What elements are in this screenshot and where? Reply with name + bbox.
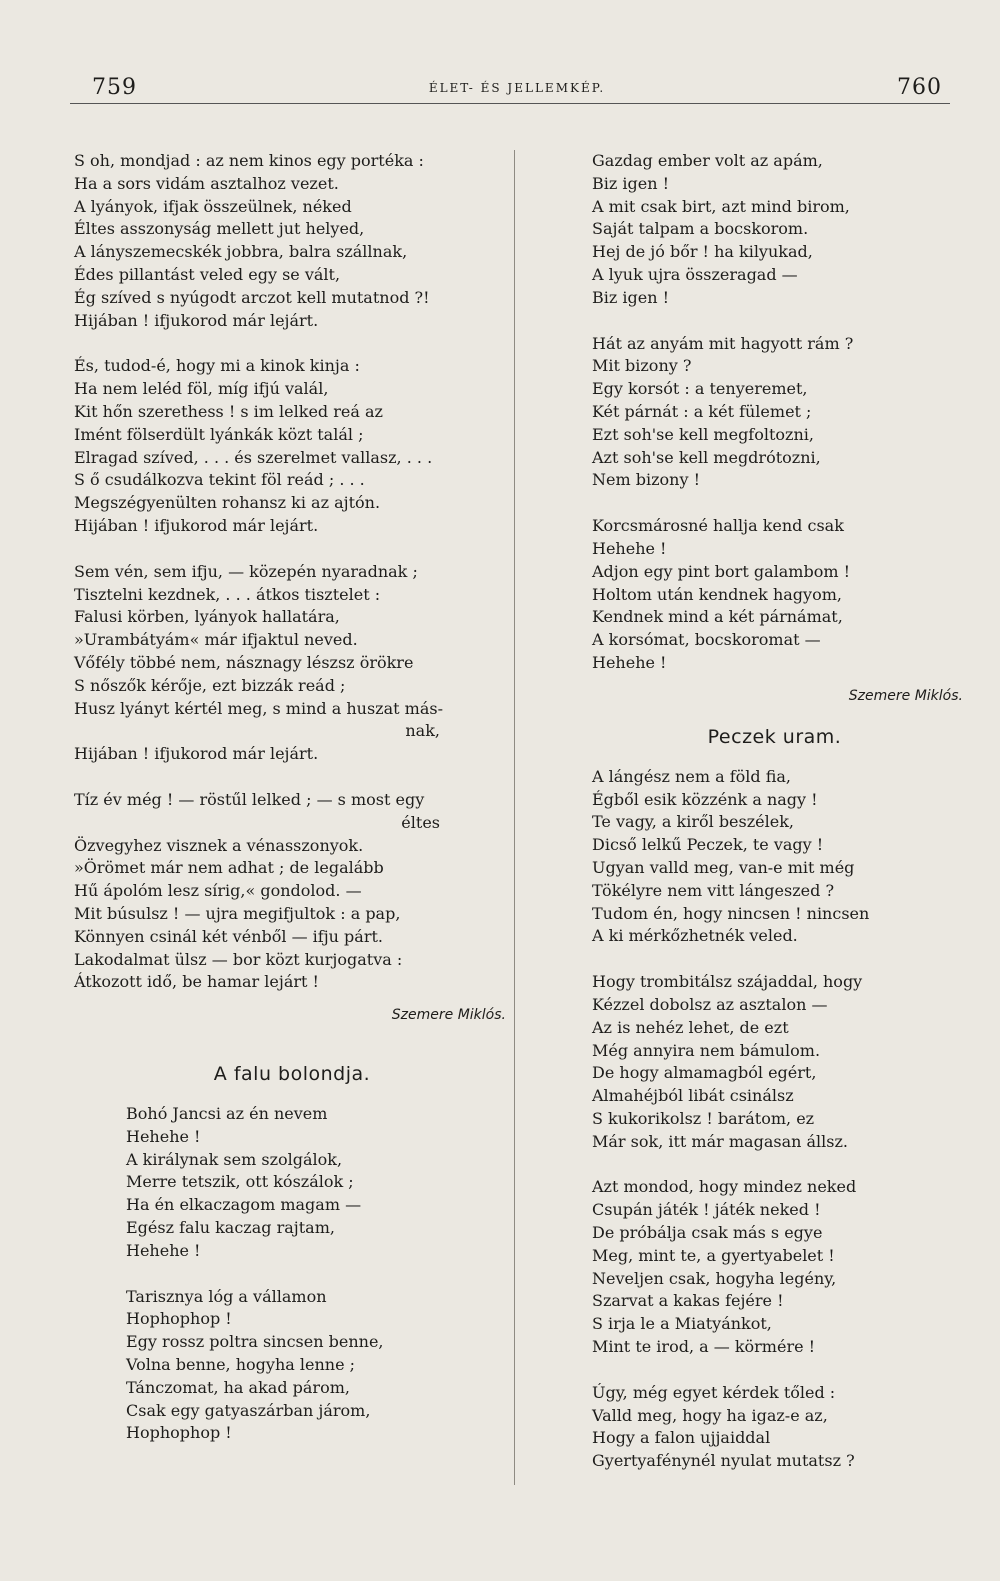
verse-line: Biz igen ! bbox=[592, 287, 670, 307]
verse-line: S kukorikolsz ! barátom, ez bbox=[592, 1108, 815, 1128]
left-column bbox=[74, 150, 510, 1468]
verse-line: Saját talpam a bocskorom. bbox=[592, 219, 809, 239]
verse-line: Volna benne, hogyha lenne ; bbox=[126, 1355, 356, 1375]
verse-line: Te vagy, a kiről beszélek, bbox=[592, 812, 794, 832]
verse-line: S ő csudálkozva tekint föl reád ; . . . bbox=[74, 470, 365, 490]
verse-line: Hát az anyám mit hagyott rám ? bbox=[592, 333, 854, 353]
verse-line: Ha a sors vidám asztalhoz vezet. bbox=[74, 173, 339, 193]
verse-line: Azt soh'se kell megdrótozni, bbox=[592, 447, 821, 467]
verse-line: Csupán játék ! játék neked ! bbox=[592, 1200, 821, 1220]
verse-line: Ég szíved s nyúgodt arczot kell mutatnod ?! bbox=[74, 287, 430, 307]
verse-line: Hijában ! ifjukorod már lejárt. bbox=[74, 744, 319, 764]
verse-line: Már sok, itt már magasan állsz. bbox=[592, 1131, 849, 1151]
verse-line: Korcsmárosné hallja kend csak bbox=[592, 516, 844, 536]
page-header bbox=[92, 75, 942, 105]
verse-line: Tíz év még ! — röstűl lelked ; — s most egy bbox=[74, 789, 425, 809]
verse-line: Egy korsót : a tenyeremet, bbox=[592, 379, 808, 399]
verse-line: A korsómat, bocskoromat — bbox=[592, 630, 821, 650]
verse-line: És, tudod-é, hogy mi a kinok kinja : bbox=[74, 356, 360, 376]
verse-line: A lyányok, ifjak összeülnek, néked bbox=[74, 196, 352, 216]
signature: Szemere Miklós. bbox=[848, 687, 963, 704]
verse-line: Adjon egy pint bort galambom ! bbox=[592, 561, 851, 581]
verse-line: Éltes asszonyság mellett jut helyed, bbox=[74, 219, 365, 239]
verse-line: Tisztelni kezdnek, . . . átkos tisztelet : bbox=[74, 584, 381, 604]
verse-line: Hijában ! ifjukorod már lejárt. bbox=[74, 310, 319, 330]
verse-line: Kendnek mind a két párnámat, bbox=[592, 607, 843, 627]
verse-line: Husz lyányt kértél meg, s mind a huszat más- bbox=[74, 698, 443, 718]
verse-line: Hogy trombitálsz szájaddal, hogy bbox=[592, 972, 863, 992]
stanza bbox=[592, 333, 957, 493]
verse-line: A királynak sem szolgálok, bbox=[126, 1149, 343, 1169]
stanza bbox=[592, 1382, 957, 1473]
column-divider bbox=[514, 150, 515, 1485]
verse-line: Falusi körben, lyányok hallatára, bbox=[74, 607, 340, 627]
verse-line: Még annyira nem bámulom. bbox=[592, 1040, 821, 1060]
verse-line: Ha én elkaczagom magam — bbox=[126, 1195, 362, 1215]
verse-line: Tánczomat, ha akad párom, bbox=[126, 1377, 350, 1397]
verse-line: Az is nehéz lehet, de ezt bbox=[592, 1017, 789, 1037]
verse-line: éltes bbox=[401, 812, 440, 832]
verse-line: Ha nem leléd föl, míg ifjú valál, bbox=[74, 379, 329, 399]
running-title: ÉLET- ÉS JELLEMKÉP. bbox=[428, 81, 606, 95]
verse-line: Úgy, még egyet kérdek tőled : bbox=[592, 1382, 836, 1402]
verse-line: De hogy almamagból egért, bbox=[592, 1063, 817, 1083]
verse-line: Gyertyafénynél nyulat mutatsz ? bbox=[592, 1451, 855, 1471]
verse-line: Hehehe ! bbox=[592, 652, 667, 672]
verse-line: Meg, mint te, a gyertyabelet ! bbox=[592, 1245, 835, 1265]
verse-line: Megszégyenülten rohansz ki az ajtón. bbox=[74, 493, 381, 513]
stanza bbox=[592, 1176, 957, 1358]
verse-line: Özvegyhez visznek a vénasszonyok. bbox=[74, 835, 364, 855]
verse-line: Könnyen csinál két vénből — ifju párt. bbox=[74, 926, 383, 946]
stanza bbox=[74, 150, 510, 332]
poem-body bbox=[592, 766, 957, 1473]
stanza bbox=[592, 515, 957, 675]
verse-line: Tudom én, hogy nincsen ! nincsen bbox=[592, 903, 870, 923]
verse-line: A lányszemecskék jobbra, balra szállnak, bbox=[74, 242, 408, 262]
verse-line: »Urambátyám« már ifjaktul neved. bbox=[74, 630, 358, 650]
verse-line: Bohó Jancsi az én nevem bbox=[126, 1104, 328, 1124]
verse-line: Tökélyre nem vitt lángeszed ? bbox=[592, 880, 835, 900]
verse-line: Vőfély többé nem, násznagy lészsz örökre bbox=[74, 652, 414, 672]
verse-line: S nőszők kérője, ezt bizzák reád ; bbox=[74, 675, 346, 695]
verse-line: A mit csak birt, azt mind birom, bbox=[592, 196, 850, 216]
verse-line: Mit bizony ? bbox=[592, 356, 692, 376]
verse-line: Imént fölserdült lyánkák közt talál ; bbox=[74, 424, 364, 444]
verse-line: Mit búsulsz ! — ujra megifjultok : a pap, bbox=[74, 903, 401, 923]
verse-line: Átkozott idő, be hamar lejárt ! bbox=[74, 972, 319, 992]
verse-line: Biz igen ! bbox=[592, 173, 670, 193]
verse-line: Hehehe ! bbox=[126, 1126, 201, 1146]
stanza bbox=[592, 150, 957, 310]
page-number-right: 760 bbox=[897, 75, 942, 100]
verse-line: Nem bizony ! bbox=[592, 470, 701, 490]
stanza bbox=[592, 766, 957, 948]
verse-line: Hej de jó bőr ! ha kilyukad, bbox=[592, 242, 813, 262]
verse-line: Valld meg, hogy ha igaz-e az, bbox=[592, 1405, 828, 1425]
verse-line: Égből esik közzénk a nagy ! bbox=[592, 789, 818, 809]
verse-line: Édes pillantást veled egy se vált, bbox=[74, 264, 341, 284]
verse-line: Holtom után kendnek hagyom, bbox=[592, 584, 842, 604]
stanza bbox=[74, 789, 510, 994]
header-rule bbox=[70, 103, 950, 104]
verse-line: A ki mérkőzhetnék veled. bbox=[592, 926, 798, 946]
verse-line: A lángész nem a föld fia, bbox=[592, 766, 791, 786]
verse-line: Tarisznya lóg a vállamon bbox=[126, 1286, 327, 1306]
verse-line: Hophophop ! bbox=[126, 1309, 232, 1329]
stanza bbox=[126, 1103, 510, 1263]
poem-body bbox=[126, 1103, 510, 1445]
verse-line: Lakodalmat ülsz — bor közt kurjogatva : bbox=[74, 949, 403, 969]
poem-title: Peczek uram. bbox=[707, 725, 842, 748]
page-number-left: 759 bbox=[92, 75, 137, 100]
verse-line: Szarvat a kakas fejére ! bbox=[592, 1291, 784, 1311]
stanza bbox=[126, 1286, 510, 1446]
verse-line: Hijában ! ifjukorod már lejárt. bbox=[74, 515, 319, 535]
verse-line: Hű ápolóm lesz sírig,« gondolod. — bbox=[74, 881, 362, 901]
verse-line: Hogy a falon ujjaiddal bbox=[592, 1428, 771, 1448]
stanza bbox=[74, 355, 510, 537]
verse-line: Egy rossz poltra sincsen benne, bbox=[126, 1332, 384, 1352]
signature: Szemere Miklós. bbox=[391, 1007, 506, 1024]
verse-line: nak, bbox=[405, 721, 440, 741]
verse-line: De próbálja csak más s egye bbox=[592, 1223, 823, 1243]
verse-line: Egész falu kaczag rajtam, bbox=[126, 1218, 335, 1238]
poem-body-continued bbox=[592, 150, 957, 675]
verse-line: Gazdag ember volt az apám, bbox=[592, 151, 823, 170]
verse-line: S irja le a Miatyánkot, bbox=[592, 1314, 772, 1334]
verse-line: Elragad szíved, . . . és szerelmet vallasz, . . . bbox=[74, 447, 433, 467]
verse-line: A lyuk ujra összeragad — bbox=[592, 264, 798, 284]
verse-line: Dicső lelkű Peczek, te vagy ! bbox=[592, 835, 824, 855]
verse-line: Hophophop ! bbox=[126, 1423, 232, 1443]
stanza bbox=[74, 561, 510, 766]
verse-line: Sem vén, sem ifju, — közepén nyaradnak ; bbox=[74, 561, 418, 581]
verse-line: Ugyan valld meg, van-e mit még bbox=[592, 857, 855, 877]
verse-line: Neveljen csak, hogyha legény, bbox=[592, 1268, 837, 1288]
verse-line: Hehehe ! bbox=[126, 1240, 201, 1260]
verse-line: Mint te irod, a — körmére ! bbox=[592, 1337, 816, 1357]
verse-line: Két párnát : a két fülemet ; bbox=[592, 401, 812, 421]
verse-line: Ezt soh'se kell megfoltozni, bbox=[592, 424, 814, 444]
verse-line: Kézzel dobolsz az asztalon — bbox=[592, 994, 828, 1014]
verse-line: S oh, mondjad : az nem kinos egy portéka : bbox=[74, 151, 424, 170]
verse-line: Csak egy gatyaszárban járom, bbox=[126, 1400, 371, 1420]
poem-title: A falu bolondja. bbox=[213, 1063, 371, 1086]
stanza bbox=[592, 971, 957, 1153]
verse-line: Almahéjból libát csinálsz bbox=[592, 1086, 794, 1106]
verse-line: Kit hőn szerethess ! s im lelked reá az bbox=[74, 401, 383, 421]
verse-line: »Örömet már nem adhat ; de legalább bbox=[74, 858, 384, 878]
verse-line: Merre tetszik, ott kószálok ; bbox=[126, 1172, 354, 1192]
poem-continuation bbox=[74, 150, 510, 994]
verse-line: Azt mondod, hogy mindez neked bbox=[592, 1177, 857, 1197]
right-column bbox=[592, 150, 963, 1496]
verse-line: Hehehe ! bbox=[592, 538, 667, 558]
